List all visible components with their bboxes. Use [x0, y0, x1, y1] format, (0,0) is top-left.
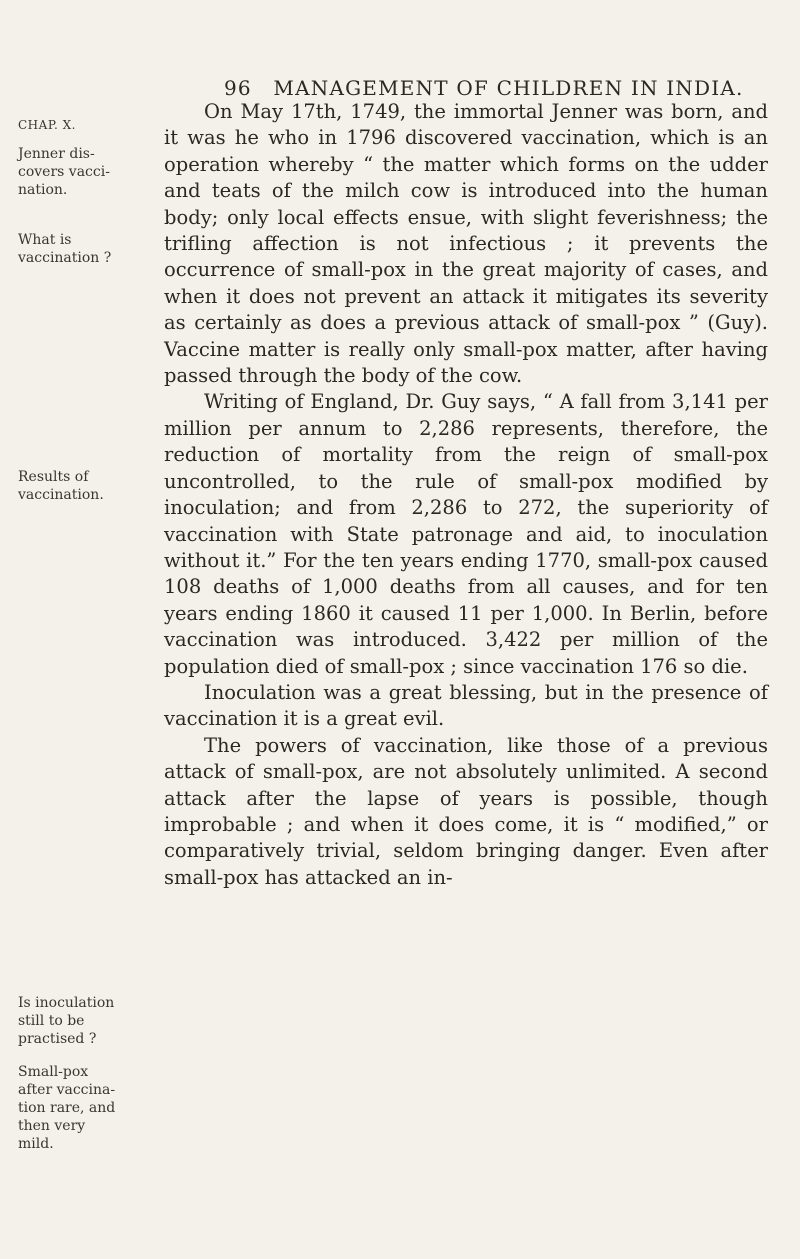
margin-note-results: [18, 468, 168, 504]
margin-note-line: Small-pox: [18, 1064, 89, 1080]
running-title: MANAGEMENT OF CHILDREN IN INDIA.: [273, 76, 744, 100]
margin-note-line: CHAP. X.: [18, 118, 76, 132]
margin-note-line: vaccination ?: [18, 250, 112, 266]
margin-note-small-pox: [18, 1063, 168, 1153]
margin-note-line: after vaccina-: [18, 1082, 116, 1098]
margin-note-line: Is inoculation: [18, 995, 115, 1011]
margin-note-line: mild.: [18, 1136, 54, 1152]
paragraph-inoculation: Inoculation was a great blessing, but in the presence of vaccination it is a great evil.: [164, 680, 768, 731]
margin-note-line: vaccination.: [18, 487, 104, 503]
page-header: [224, 76, 744, 100]
body-text: [164, 99, 768, 891]
margin-note-line: nation.: [18, 182, 68, 198]
margin-note-inoculation: [18, 994, 168, 1048]
margin-note-line: What is: [18, 232, 72, 248]
margin-note-what-is: [18, 231, 168, 267]
paragraph-powers: The powers of vaccination, like those of a previous attack of small-pox, are not absolutely unlimited. A second attack after the lapse of years is possible, though improbable ; and when it does come, it is “ modified,” or comparatively trivial, seldom bringing danger. Even after small-pox has attacked an in-: [164, 733, 768, 889]
margin-note-line: practised ?: [18, 1031, 97, 1047]
paragraph-results: Writing of England, Dr. Guy says, “ A fall from 3,141 per million per annum to 2,286 represents, therefore, the reduction of mortality from the reign of small-pox uncontrolled, to the rule of small-pox modified by inoculation; and from 2,286 to 272, the superiority of vaccination with State patronage and aid, to inoculation without it.” For the ten years ending 1770, small-pox caused 108 deaths of 1,000 deaths from all causes, and for ten years ending 1860 it caused 11 per 1,000. In Berlin, before vaccination was introduced. 3,422 per million of the population died of small-pox ; since vaccination 176 so die.: [164, 390, 768, 678]
margin-note-line: Jenner dis-: [18, 146, 95, 162]
margin-note-line: still to be: [18, 1013, 85, 1029]
paragraph-jenner: On May 17th, 1749, the immortal Jenner was born, and it was he who in 1796 discovered vaccination, which is an operation whereby “ the matter which forms on the udder and teats of the milch cow is introduced into the human body; only local effects ensue, with slight feverishness; the trifling affection is not infectious ; it prevents the occurrence of small-pox in the great majority of cases, and when it does not prevent an attack it mitigates its severity as certainly as does a previous attack of small-pox ” (Guy). Vaccine matter is really only small-pox matter, after having passed through the body of the cow.: [164, 100, 768, 388]
margin-note-line: Results of: [18, 469, 89, 485]
margin-note-line: then very: [18, 1118, 86, 1134]
margin-note-chapter: [18, 116, 168, 134]
margin-note-jenner: [18, 145, 168, 199]
margin-note-line: tion rare, and: [18, 1100, 116, 1116]
page-number: 96: [224, 76, 252, 100]
margin-note-line: covers vacci-: [18, 164, 110, 180]
